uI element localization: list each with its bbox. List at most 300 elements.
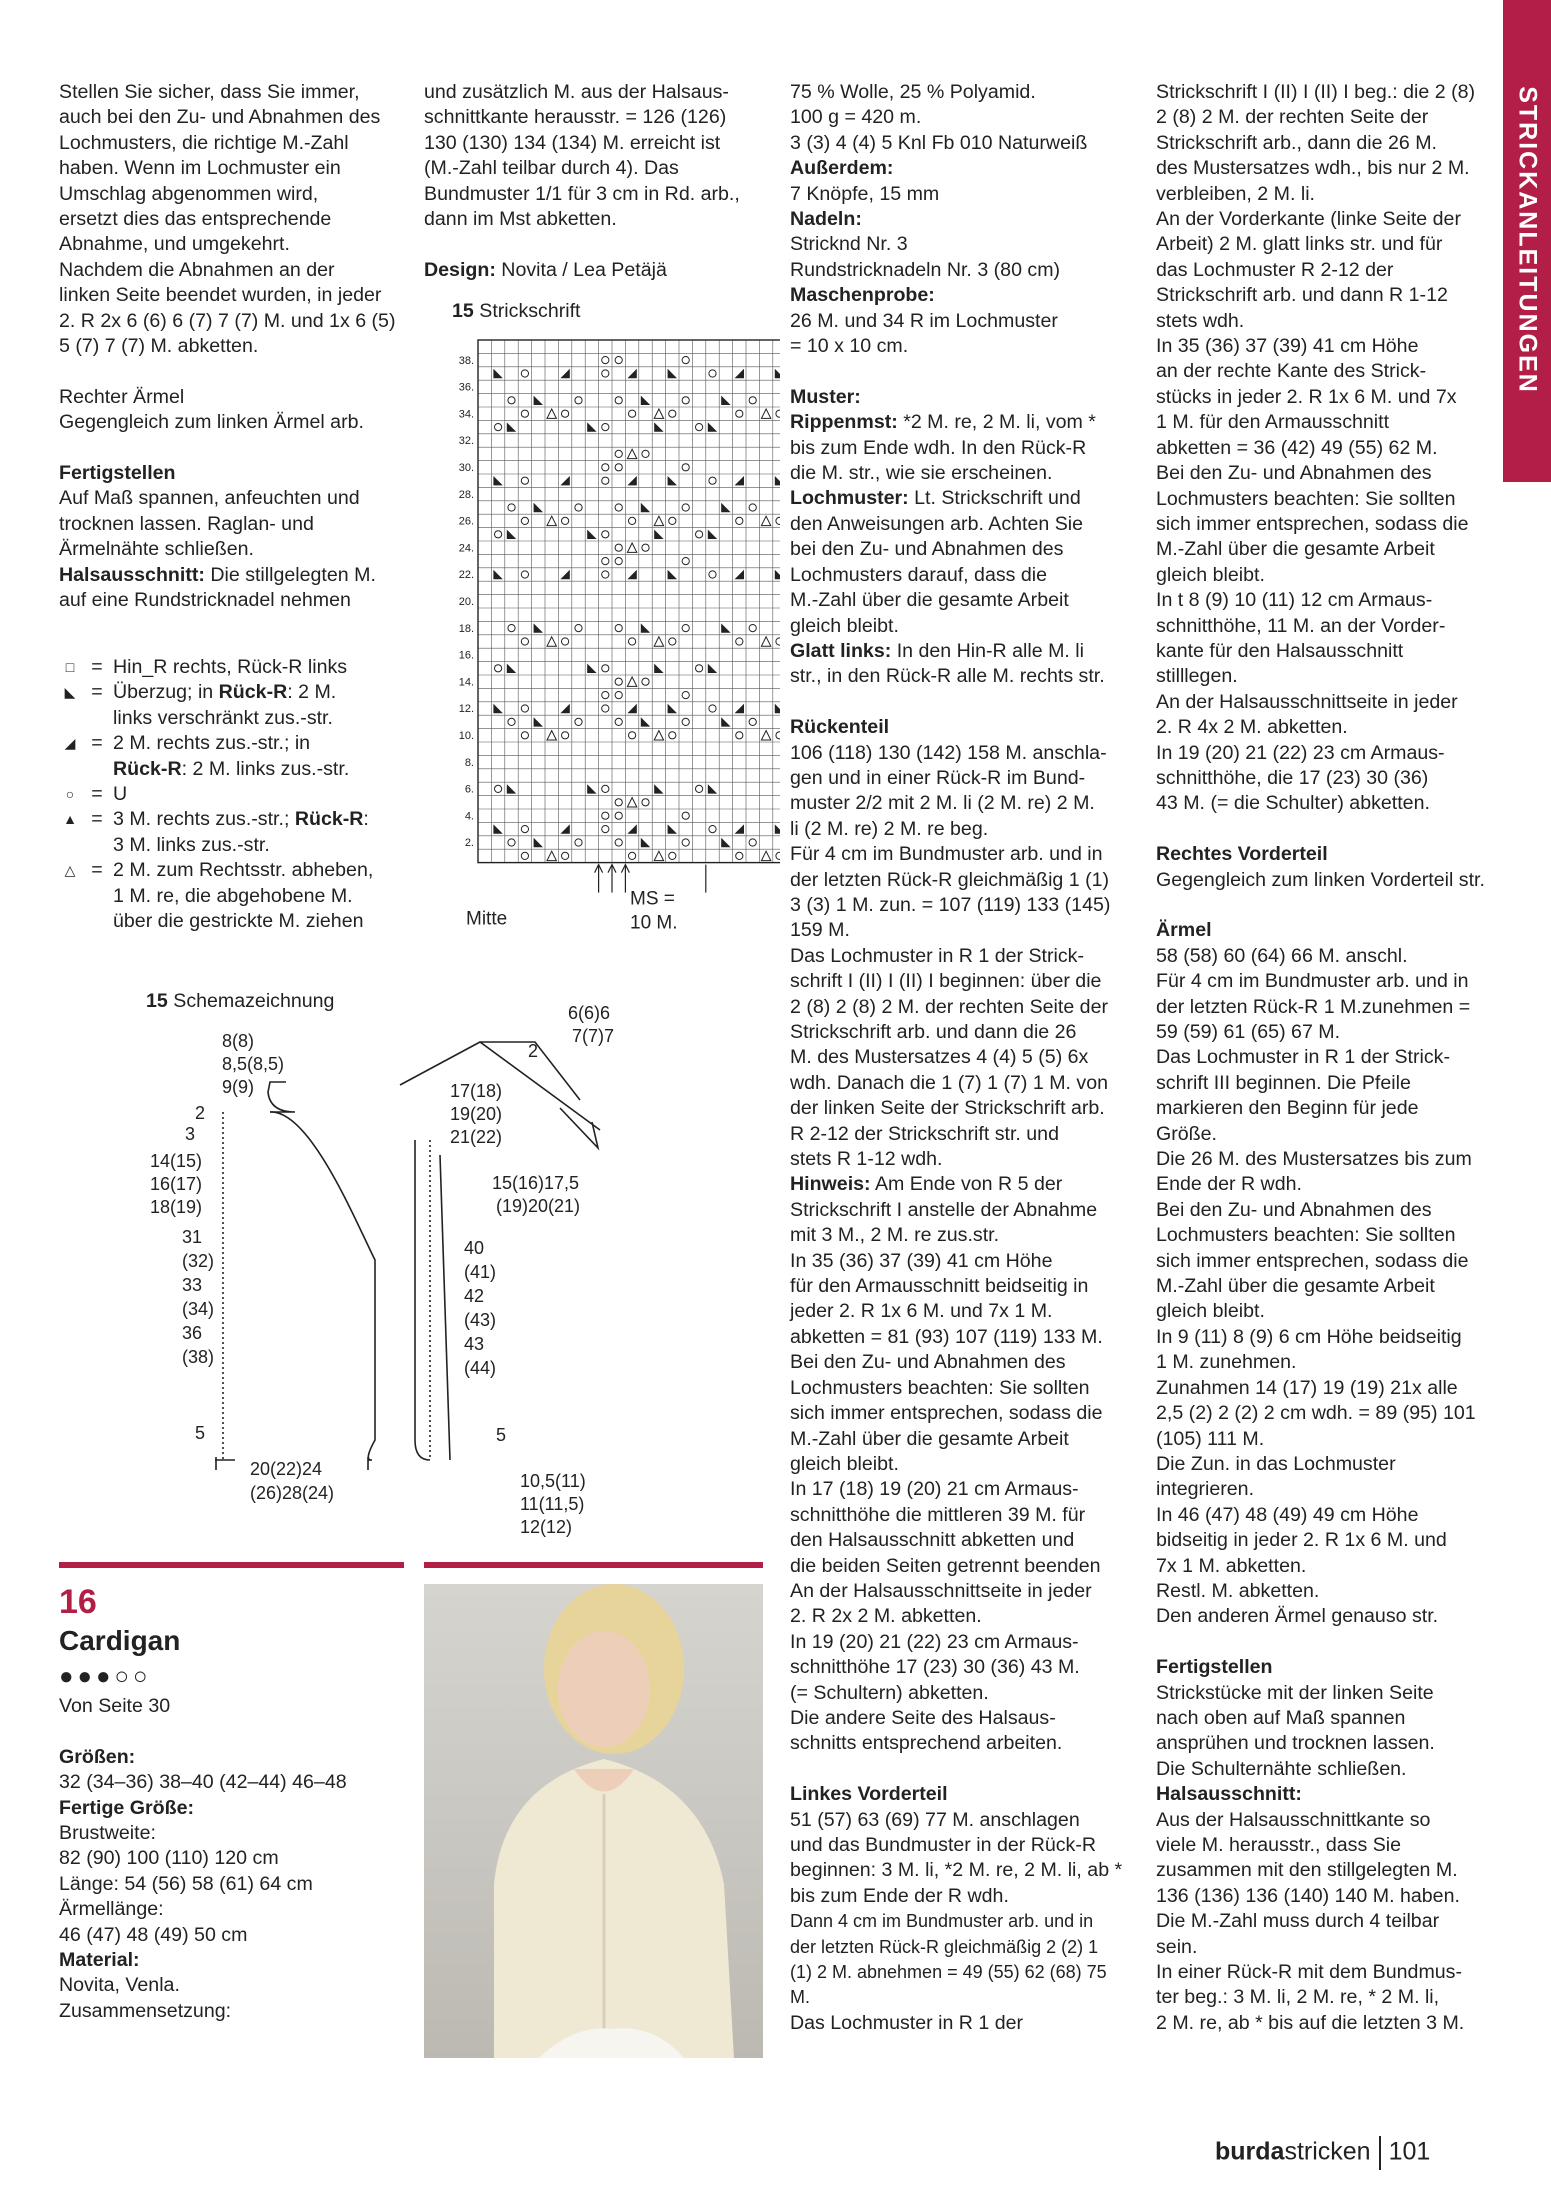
body-text: 58 (58) 60 (64) 66 M. anschl. <box>1156 944 1408 967</box>
body-text: 2 (8) 2 (8) 2 M. der rechten Seite der <box>790 995 1108 1018</box>
spacer <box>790 1757 1135 1782</box>
right-triangle-left-icon <box>654 530 663 539</box>
right-triangle-left-icon <box>708 422 717 431</box>
yarn-over-icon <box>602 826 609 833</box>
schema-label: 15(16)17,5 <box>492 1173 580 1193</box>
right-triangle-left-icon <box>641 838 650 847</box>
body-text: Das Lochmuster in R 1 der Strick- <box>790 944 1085 967</box>
yarn-over-icon <box>602 357 609 364</box>
outline-triangle-icon <box>627 543 636 552</box>
body-text: 2 M. re, ab * bis auf die letzten 3 M. <box>1156 2011 1465 2034</box>
spacer <box>790 690 1135 715</box>
right-triangle-right-icon <box>735 824 744 833</box>
legend-part: 1 M. re, die abgehobene M. <box>113 884 353 907</box>
legend-text <box>113 655 404 680</box>
heading-muster: Muster: <box>790 385 861 408</box>
yarn-over-icon <box>602 424 609 431</box>
footer-brand: burda <box>1215 2137 1285 2166</box>
body-text: 100 g = 420 m. <box>790 106 922 129</box>
body-text: 43 M. (= die Schulter) abketten. <box>1156 792 1430 815</box>
body-text: Aus der Halsausschnittkante so <box>1156 1808 1431 1831</box>
yarn-over-icon <box>696 785 703 792</box>
body-text: gleich bleibt. <box>790 614 899 637</box>
legend-row <box>59 807 404 858</box>
legend-line <box>113 884 404 909</box>
right-triangle-right-icon <box>560 476 569 485</box>
row-label-left: 32. <box>458 435 474 448</box>
right-triangle-left-icon <box>493 570 502 579</box>
legend-row <box>59 680 404 731</box>
schema-label: 21(22) <box>450 1127 503 1147</box>
body-text: der letzten Rück-R gleichmäßig 1 (1) <box>790 868 1110 891</box>
yarn-over-icon <box>615 799 622 806</box>
body-text: In 19 (20) 21 (22) 23 cm Armaus- <box>1156 741 1445 764</box>
column-2 <box>424 80 769 283</box>
legend-part: : <box>363 808 369 831</box>
body-text: Strickstücke mit der linken Seite <box>1156 1681 1434 1704</box>
outline-triangle-icon <box>761 637 770 646</box>
body-text: 59 (59) 61 (65) 67 M. <box>1156 1021 1341 1043</box>
body-text: des Mustersatzes wdh., bis nur 2 M. <box>1156 157 1470 180</box>
row-label-left: 2. <box>464 837 474 850</box>
body-text: kante für den Halsausschnitt <box>1156 639 1404 662</box>
right-triangle-left-icon <box>507 530 516 539</box>
yarn-over-icon <box>602 558 609 565</box>
right-triangle-left-icon <box>668 369 677 378</box>
body-text: Für 4 cm im Bundmuster arb. und in <box>1156 970 1469 993</box>
body-text: stilllegen. <box>1156 665 1238 688</box>
body-text: bis zum Ende der R wdh. <box>790 1884 1009 1907</box>
body-text: 130 (130) 134 (134) M. erreicht ist <box>424 131 721 154</box>
yarn-over-icon <box>615 839 622 846</box>
yarn-over-icon <box>602 571 609 578</box>
right-triangle-left-icon <box>534 717 543 726</box>
schema-drawing <box>140 990 740 1550</box>
body-text: Lochmusters beachten: Sie sollten <box>1156 1224 1456 1247</box>
yarn-over-icon <box>682 558 689 565</box>
yarn-over-icon <box>696 665 703 672</box>
outline-triangle-icon <box>547 851 556 860</box>
section-tab-label: STRICKANLEITUNGEN <box>1513 86 1542 394</box>
cardigan-photo <box>424 1584 763 2058</box>
legend-line: über die gestrickte M. ziehen <box>113 910 364 933</box>
heading-fertigstellen: Fertigstellen <box>59 462 176 485</box>
yarn-over-icon <box>508 504 515 511</box>
body-text: 159 M. <box>790 919 850 942</box>
spacer <box>59 1719 404 1744</box>
body-text: Bundmuster 1/1 für 3 cm in Rd. arb., <box>424 182 740 205</box>
right-triangle-left-icon <box>775 570 780 579</box>
body-text-small: M. <box>790 1987 810 2008</box>
body-text: li (2 M. re) 2 M. re beg. <box>790 817 989 840</box>
outline-triangle-icon <box>761 516 770 525</box>
yarn-over-icon <box>521 732 528 739</box>
outline-triangle-icon <box>627 677 636 686</box>
yarn-over-icon <box>602 531 609 538</box>
body-text: Gegengleich zum linken Ärmel arb. <box>59 411 364 434</box>
right-triangle-left-icon <box>721 717 730 726</box>
right-triangle-left-icon <box>721 503 730 512</box>
body-text: = 10 x 10 cm. <box>790 335 909 358</box>
row-label-left: 16. <box>458 649 474 662</box>
right-triangle-right-icon <box>560 369 569 378</box>
legend-line <box>113 757 404 782</box>
yarn-over-icon <box>642 678 649 685</box>
body-text: integrieren. <box>1156 1478 1255 1501</box>
yarn-over-icon <box>736 852 743 859</box>
body-text: Die andere Seite des Halsaus- <box>790 1706 1056 1729</box>
body-text: Strickschrift arb., dann die 26 M. <box>1156 131 1437 154</box>
body-text: 106 (118) 130 (142) 158 M. anschla- <box>790 741 1107 764</box>
body-text: schnittkante herausstr. = 126 (126) <box>424 106 727 129</box>
legend-line <box>113 807 404 832</box>
spacer <box>59 359 404 384</box>
yarn-over-icon <box>508 625 515 632</box>
yarn-over-icon <box>749 397 756 404</box>
yarn-over-icon <box>682 464 689 471</box>
body-text: schrift I (II) I (II) I beginnen: über die <box>790 970 1102 993</box>
legend-equals: = <box>91 859 103 882</box>
right-triangle-right-icon <box>627 570 636 579</box>
heading-ausserdem: Außerdem: <box>790 157 894 180</box>
body-text: Ende der R wdh. <box>1156 1173 1302 1196</box>
row-label-left: 36. <box>458 381 474 394</box>
body-text: Strickschrift I anstelle der Abnahme <box>790 1198 1098 1221</box>
right-triangle-left-icon <box>775 824 780 833</box>
yarn-over-icon <box>615 544 622 551</box>
yarn-over-icon <box>669 638 676 645</box>
right-triangle-left-icon <box>493 824 502 833</box>
legend-part: U <box>113 783 128 806</box>
outline-triangle-icon <box>654 731 663 740</box>
inline-label: Design: <box>424 258 496 281</box>
outline-triangle-icon <box>654 409 663 418</box>
body-text: Strickschrift arb. und dann die 26 <box>790 1021 1077 1043</box>
halsausschnitt-line <box>59 563 404 588</box>
legend-part: 3 M. rechts zus.-str.; <box>113 808 295 831</box>
legend-equals: = <box>91 681 103 704</box>
heading-aermel: Ärmel <box>1156 919 1212 942</box>
body-text: Die Zun. in das Lochmuster <box>1156 1452 1396 1475</box>
right-triangle-right-icon <box>735 369 744 378</box>
schema-label: (41) <box>464 1262 497 1282</box>
yarn-over-icon <box>709 705 716 712</box>
legend-part: Überzug; in <box>113 681 219 704</box>
row-label-left: 28. <box>458 488 474 501</box>
outline-triangle-icon <box>761 409 770 418</box>
inline-text: In den Hin-R alle M. li <box>891 639 1085 662</box>
legend-row <box>59 858 404 934</box>
row-label-left: 38. <box>458 354 474 367</box>
right-triangle-left-icon <box>668 824 677 833</box>
body-text: Länge: 54 (56) 58 (61) 64 cm <box>59 1872 313 1895</box>
body-text: 3 (3) 4 (4) 5 Knl Fb 010 Naturweiß <box>790 131 1088 154</box>
yarn-over-icon <box>682 397 689 404</box>
right-triangle-left-icon <box>721 623 730 632</box>
body-text: Abnahme, und umgekehrt. <box>59 233 290 256</box>
column-1 <box>59 80 404 614</box>
body-text: In 35 (36) 37 (39) 41 cm Höhe <box>1156 335 1419 358</box>
right-triangle-left-icon <box>708 784 717 793</box>
body-text: Auf Maß spannen, anfeuchten und <box>59 487 360 510</box>
yarn-over-icon <box>736 410 743 417</box>
chart-legend <box>59 655 404 934</box>
schema-label: 20(22)24 <box>250 1459 323 1479</box>
yarn-over-icon <box>615 504 622 511</box>
body-text: Stricknd Nr. 3 <box>790 233 908 256</box>
right-triangle-left-icon <box>493 369 502 378</box>
hinweis-line <box>790 1172 1135 1197</box>
spacer <box>1156 893 1501 918</box>
section-16 <box>59 1580 404 2024</box>
body-text: M. des Mustersatzes 4 (4) 5 (5) 6x <box>790 1046 1089 1069</box>
separator-left <box>59 1562 404 1568</box>
outline-triangle-icon <box>627 449 636 458</box>
body-text: den Halsausschnitt abketten und <box>790 1529 1075 1552</box>
schema-label: 8(8) <box>222 1031 255 1051</box>
right-triangle-left-icon <box>534 503 543 512</box>
body-text: linken Seite beendet wurden, in jeder <box>59 284 382 307</box>
body-text: Die 26 M. des Mustersatzes bis zum <box>1156 1148 1472 1171</box>
spacer <box>1156 1630 1501 1655</box>
body-text: M.-Zahl über die gesamte Arbeit <box>1156 538 1435 561</box>
yarn-over-icon <box>602 370 609 377</box>
schema-number: 15 <box>146 990 168 1012</box>
yarn-over-icon <box>709 571 716 578</box>
right-triangle-left-icon <box>534 838 543 847</box>
body-text: und zusätzlich M. aus der Halsaus- <box>424 81 729 103</box>
heading-fertige-groesse: Fertige Größe: <box>59 1796 194 1819</box>
inline-label: Glatt links: <box>790 639 892 662</box>
body-text: Lochmusters beachten: Sie sollten <box>1156 487 1456 510</box>
heading-rueckenteil: Rückenteil <box>790 716 890 739</box>
legend-line <box>113 706 404 731</box>
body-text: die beiden Seiten getrennt beenden <box>790 1554 1101 1577</box>
body-text: Arbeit) 2 M. glatt links str. und für <box>1156 233 1443 256</box>
right-triangle-right-icon <box>627 476 636 485</box>
inline-text: Lt. Strickschrift und <box>908 487 1081 510</box>
body-text: schnitthöhe, 11 M. an der Vorder- <box>1156 614 1446 637</box>
design-credit <box>424 258 769 283</box>
inline-label: Halsausschnitt: <box>59 563 205 586</box>
outline-triangle-icon <box>547 637 556 646</box>
schema-label: 18(19) <box>150 1197 203 1217</box>
body-text: (105) 111 M. <box>1156 1427 1265 1450</box>
legend-text <box>113 858 404 934</box>
body-text: bis zum Ende wdh. In den Rück-R <box>790 436 1087 459</box>
yarn-over-icon <box>575 718 582 725</box>
page-reference: Von Seite 30 <box>59 1695 171 1717</box>
yarn-over-icon <box>776 638 780 645</box>
schema-label: 14(15) <box>150 1151 203 1171</box>
body-text: Ärmelnähte schließen. <box>59 538 254 561</box>
yarn-over-icon <box>736 638 743 645</box>
body-text: Rundstricknadeln Nr. 3 (80 cm) <box>790 258 1061 281</box>
schema-label: 42 <box>464 1286 485 1306</box>
right-triangle-right-icon <box>735 704 744 713</box>
yarn-over-icon <box>521 705 528 712</box>
right-triangle-right-icon <box>560 570 569 579</box>
schema-back-raglan <box>270 1112 375 1460</box>
inline-label: Hinweis: <box>790 1173 871 1196</box>
heading-material: Material: <box>59 1949 140 1972</box>
legend-line <box>113 782 404 807</box>
legend-text <box>113 731 404 782</box>
body-text: M.-Zahl über die gesamte Arbeit <box>790 1427 1069 1450</box>
legend-part: : 2 M. <box>287 681 337 704</box>
yarn-over-icon <box>602 477 609 484</box>
body-text: 1 M. für den Armausschnitt <box>1156 411 1390 434</box>
right-triangle-left-icon <box>641 396 650 405</box>
yarn-over-icon <box>602 665 609 672</box>
schema-label: 8,5(8,5) <box>222 1054 285 1074</box>
yarn-over-icon <box>615 464 622 471</box>
legend-line <box>113 680 404 705</box>
schema-label: 36 <box>182 1323 203 1343</box>
right-triangle-left-icon <box>587 422 596 431</box>
body-text: In 9 (11) 8 (9) 6 cm Höhe beidseitig <box>1156 1325 1462 1348</box>
body-text: In 17 (18) 19 (20) 21 cm Armaus- <box>790 1478 1079 1501</box>
outline-triangle-icon <box>654 851 663 860</box>
right-triangle-left-icon <box>507 784 516 793</box>
body-text: abketten = 81 (93) 107 (119) 133 M. <box>790 1325 1103 1348</box>
spacer <box>424 232 769 257</box>
legend-part: Hin_R rechts, Rück-R links <box>113 656 348 678</box>
section-number: 16 <box>59 1583 97 1621</box>
body-text: 26 M. und 34 R im Lochmuster <box>790 309 1058 332</box>
yarn-over-icon <box>709 477 716 484</box>
schema-label: 10,5(11) <box>520 1471 586 1491</box>
yarn-over-icon <box>495 424 502 431</box>
body-text: Brustweite: <box>59 1822 156 1845</box>
empty-square-icon: □ <box>65 659 75 675</box>
right-triangle-right-icon <box>627 824 636 833</box>
heading-rechter-aermel: Rechter Ärmel <box>59 385 185 408</box>
schema-label: 12(12) <box>520 1517 573 1537</box>
model-illustration <box>424 1584 763 2058</box>
schema-title: Schemazeichnung <box>173 990 335 1012</box>
body-text: (= Schultern) abketten. <box>790 1681 989 1704</box>
right-triangle-left-icon <box>708 530 717 539</box>
body-text: 32 (34–36) 38–40 (42–44) 46–48 <box>59 1771 347 1794</box>
body-text: 75 % Wolle, 25 % Polyamid. <box>790 81 1036 103</box>
schema-label: (19)20(21) <box>496 1196 581 1216</box>
body-text: R 2-12 der Strickschrift str. und <box>790 1122 1059 1145</box>
body-text: 3 (3) 1 M. zun. = 107 (119) 133 (145) <box>790 893 1111 916</box>
yarn-over-icon <box>669 517 676 524</box>
yarn-over-icon <box>709 370 716 377</box>
schema-label: 6(6)6 <box>568 1003 611 1023</box>
yarn-over-icon <box>521 477 528 484</box>
page-footer <box>1215 2136 1430 2170</box>
outline-triangle-icon <box>654 637 663 646</box>
yarn-over-icon <box>749 625 756 632</box>
chart-grid-svg <box>420 330 780 1010</box>
inline-text: Novita / Lea Petäjä <box>495 258 667 281</box>
yarn-over-icon <box>736 517 743 524</box>
circle-icon: ○ <box>65 786 75 803</box>
yarn-over-icon <box>669 852 676 859</box>
body-text: An der Halsausschnittseite in jeder <box>1156 690 1458 713</box>
yarn-over-icon <box>696 531 703 538</box>
schema-label: 7(7)7 <box>572 1026 615 1046</box>
yarn-over-icon <box>629 517 636 524</box>
outline-triangle-icon <box>761 731 770 740</box>
body-text: In 19 (20) 21 (22) 23 cm Armaus- <box>790 1630 1079 1653</box>
grid-border <box>478 340 780 863</box>
body-text: Gegengleich zum linken Vorderteil str. <box>1156 868 1485 891</box>
body-text: bei den Zu- und Abnahmen des <box>790 538 1064 561</box>
body-text: M.-Zahl über die gesamte Arbeit <box>1156 1275 1435 1298</box>
yarn-over-icon <box>495 665 502 672</box>
body-text: schnitthöhe, die 17 (23) 30 (36) <box>1156 766 1429 789</box>
row-label-left: 26. <box>458 515 474 528</box>
right-triangle-right-icon: ◢ <box>64 735 76 752</box>
body-text: gleich bleibt. <box>1156 1300 1265 1323</box>
body-text: für den Armausschnitt beidseitig in <box>790 1275 1089 1298</box>
legend-row <box>59 782 404 807</box>
right-triangle-left-icon <box>654 422 663 431</box>
right-triangle-left-icon <box>493 476 502 485</box>
yarn-over-icon <box>521 852 528 859</box>
body-text: 2. R 4x 2 M. abketten. <box>1156 716 1348 739</box>
body-text: verbleiben, 2 M. li. <box>1156 182 1315 205</box>
right-triangle-left-icon <box>654 664 663 673</box>
body-text: Novita, Venla. <box>59 1974 180 1997</box>
body-text: Umschlag abgenommen wird, <box>59 182 319 205</box>
body-text: wdh. Danach die 1 (7) 1 (7) 1 M. von <box>790 1071 1109 1094</box>
yarn-over-icon <box>776 410 780 417</box>
right-triangle-right-icon <box>560 824 569 833</box>
body-text: 7x 1 M. abketten. <box>1156 1554 1307 1577</box>
right-triangle-right-icon <box>627 369 636 378</box>
body-text: schnitthöhe 17 (23) 30 (36) 43 M. <box>790 1656 1080 1679</box>
glatt-links-line <box>790 639 1135 664</box>
body-text: str., in den Rück-R alle M. rechts str. <box>790 665 1105 688</box>
schema-label: 2 <box>528 1041 539 1061</box>
body-text: Ärmellänge: <box>59 1898 164 1921</box>
schema-label: 19(20) <box>450 1104 503 1124</box>
body-text: Bei den Zu- und Abnahmen des <box>1156 1198 1432 1221</box>
right-triangle-right-icon <box>735 476 744 485</box>
schema-label: 43 <box>464 1334 485 1354</box>
legend-part: 2 M. rechts zus.-str.; in <box>113 732 311 755</box>
body-text: ter beg.: 3 M. li, 2 M. re, * 2 M. li, <box>1156 1986 1440 2009</box>
outline-triangle-icon <box>761 851 770 860</box>
yarn-over-icon <box>629 410 636 417</box>
yarn-over-icon <box>669 410 676 417</box>
body-text: An der Vorderkante (linke Seite der <box>1156 208 1461 231</box>
spacer <box>790 359 1135 384</box>
right-triangle-left-icon <box>493 704 502 713</box>
body-text: Zunahmen 14 (17) 19 (19) 21x alle <box>1156 1376 1458 1399</box>
row-label-left: 22. <box>458 569 474 582</box>
body-text: gleich bleibt. <box>1156 563 1265 586</box>
column-4 <box>1156 80 1501 2036</box>
right-triangle-left-icon <box>668 476 677 485</box>
right-triangle-left-icon <box>534 396 543 405</box>
yarn-over-icon <box>615 397 622 404</box>
yarn-over-icon <box>682 718 689 725</box>
heading-linkes-vorderteil: Linkes Vorderteil <box>790 1783 948 1806</box>
schema-sleeve-right <box>440 1155 450 1460</box>
body-text: stets R 1-12 wdh. <box>790 1148 943 1171</box>
body-text: das Lochmuster R 2-12 der <box>1156 258 1394 281</box>
yarn-over-icon <box>642 544 649 551</box>
legend-equals: = <box>91 656 103 678</box>
right-triangle-left-icon <box>775 369 780 378</box>
legend-equals: = <box>91 783 103 806</box>
